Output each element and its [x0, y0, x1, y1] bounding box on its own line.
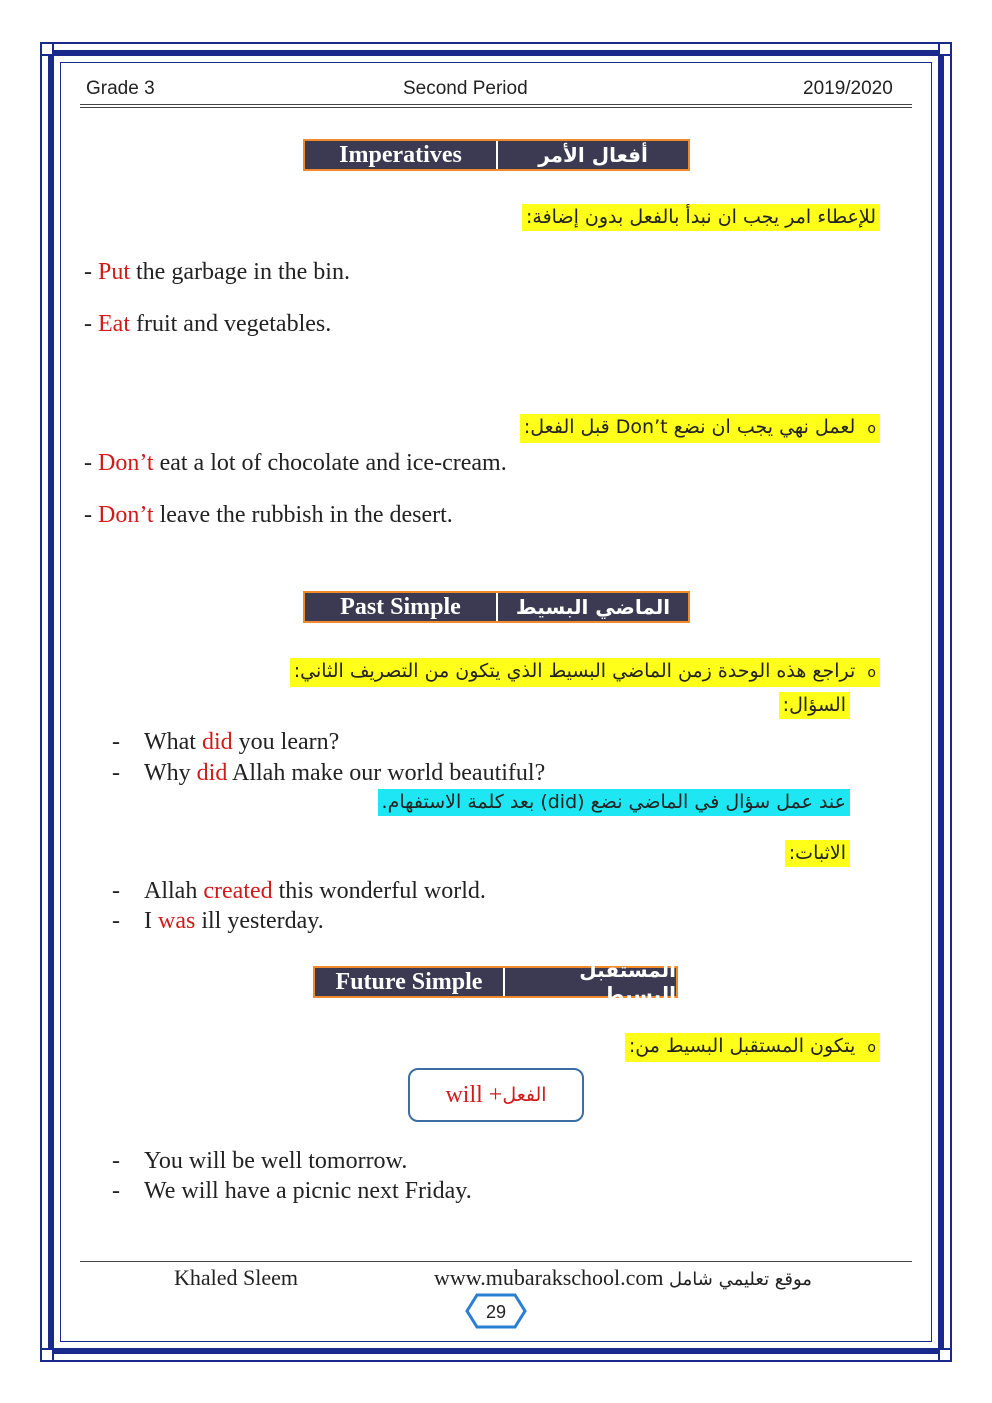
header-grade: Grade 3: [86, 78, 155, 99]
corner-ornament: [938, 1348, 952, 1362]
question-label: السؤال:: [779, 692, 850, 719]
header-year: 2019/2020: [803, 78, 893, 99]
future-simple-rule: o يتكون المستقبل البسيط من:: [625, 1033, 880, 1062]
footer-rule: [80, 1261, 912, 1262]
corner-ornament: [938, 42, 952, 56]
verb: created: [203, 878, 273, 904]
future-simple-title-ar: المستقبل البسيط: [579, 958, 676, 1006]
imperatives-title-ar: أفعال الأمر: [538, 143, 648, 167]
future-simple-title: [313, 958, 678, 1006]
imperatives-title: [303, 139, 690, 171]
formula-will: will +: [445, 1081, 503, 1108]
future-example-1: - You will be well tomorrow.: [112, 1148, 408, 1174]
future-example-2: - We will have a picnic next Friday.: [112, 1178, 472, 1204]
verb: Eat: [98, 311, 130, 337]
past-simple-rule: o تراجع هذه الوحدة زمن الماضي البسيط الذي يتكون من التصريف الثاني:: [290, 658, 880, 687]
corner-ornament: [40, 42, 54, 56]
past-simple-title-ar: الماضي البسيط: [515, 595, 671, 619]
verb: Don’t: [98, 502, 154, 528]
formula-verb: الفعل: [502, 1084, 547, 1106]
bullet-icon: o: [867, 1040, 876, 1056]
negative-imperative-rule: o لعمل نهي يجب ان نضع Don’t قبل الفعل:: [520, 414, 880, 443]
bullet-icon: o: [867, 665, 876, 681]
page-number-badge: [463, 1291, 529, 1331]
header-rule: [80, 107, 912, 108]
affirmative-label: الاثبات:: [785, 840, 850, 867]
past-simple-title-en: Past Simple: [305, 593, 498, 621]
header-rule: [80, 104, 912, 105]
future-simple-title-en: Future Simple: [315, 968, 505, 996]
corner-ornament: [40, 1348, 54, 1362]
footer-author: Khaled Sleem: [174, 1265, 299, 1290]
footer-site: www.mubarakschool.com موقع تعليمي شامل: [434, 1265, 812, 1290]
verb: Put: [98, 259, 131, 285]
imperative-example-1: - Put the garbage in the bin.: [84, 259, 350, 285]
imperative-example-3: - Don’t eat a lot of chocolate and ice-cream.: [84, 450, 507, 476]
imperatives-title-en: Imperatives: [305, 141, 498, 169]
imperative-example-2: - Eat fruit and vegetables.: [84, 311, 332, 337]
page-number: 29: [485, 1302, 507, 1322]
verb: did: [201, 729, 233, 755]
imperative-example-4: - Don’t leave the rubbish in the desert.: [84, 502, 453, 528]
imperatives-rule: للإعطاء امر يجب ان نبدأ بالفعل بدون إضافة:: [522, 204, 880, 231]
past-question-1: - What did you learn?: [112, 729, 340, 755]
verb: Don’t: [98, 450, 154, 476]
past-affirmative-1: - Allah created this wonderful world.: [112, 878, 486, 904]
past-question-2: - Why did Allah make our world beautiful?: [112, 760, 546, 786]
past-affirmative-2: - I was ill yesterday.: [112, 908, 324, 934]
bullet-icon: o: [867, 421, 876, 437]
past-simple-title: [303, 591, 690, 623]
did-rule: عند عمل سؤال في الماضي نضع (did) بعد كلمة الاستفهام.: [378, 789, 850, 816]
verb: did: [196, 760, 228, 786]
future-formula-box: [408, 1068, 584, 1122]
verb: was: [158, 908, 196, 934]
header-period: Second Period: [403, 78, 528, 99]
